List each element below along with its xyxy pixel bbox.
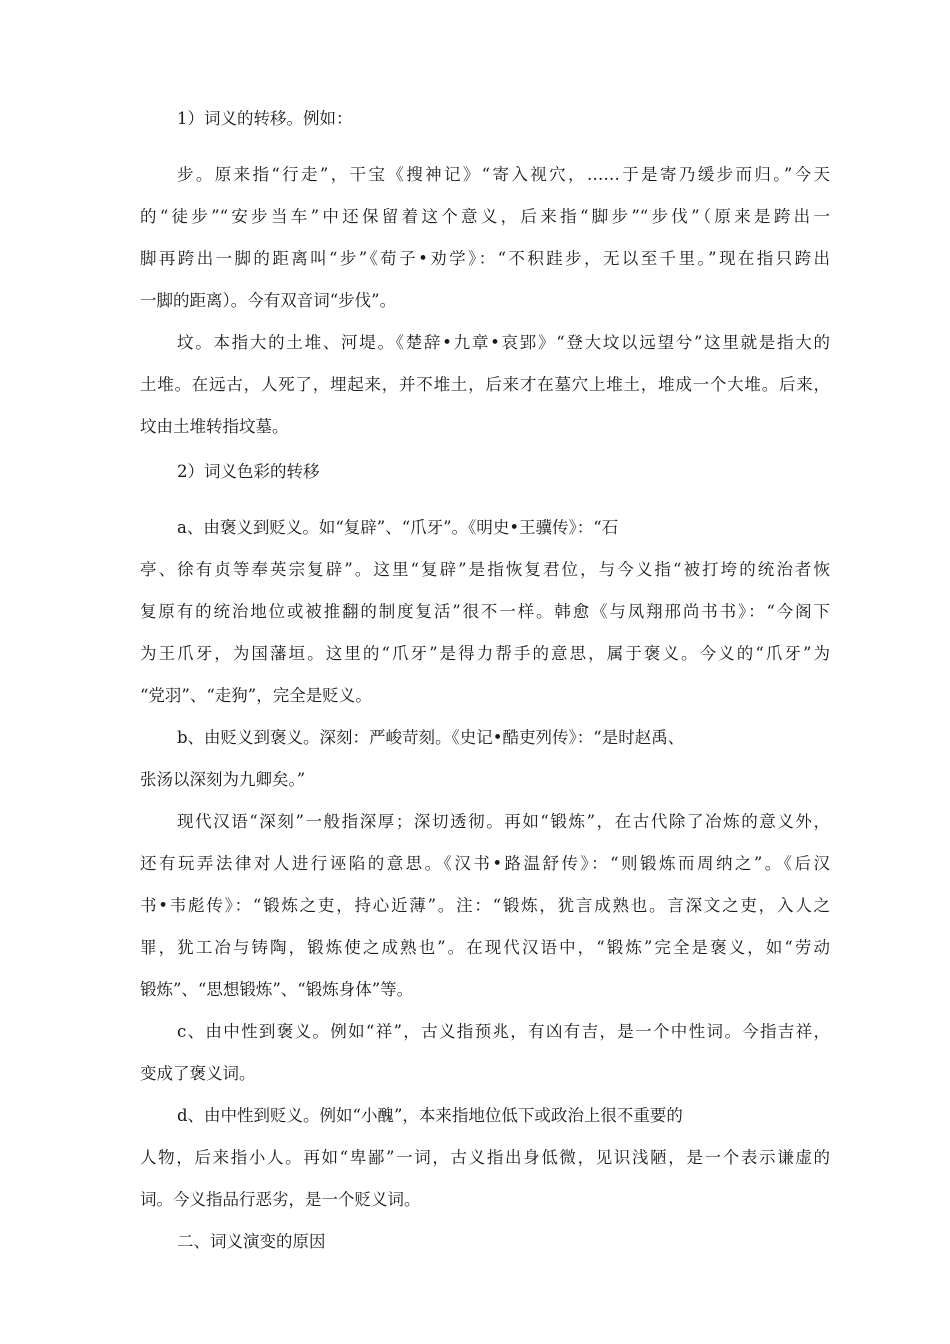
paragraph-line: 坟由土堆转指坟墓。 [140,417,289,436]
paragraph-line: 变成了褒义词。 [140,1064,256,1083]
section-heading-word-meaning-shift: 1）词义的转移。例如： [177,109,353,128]
paragraph-line: 亭、徐有贞等奉英宗复辟”。这里“复辟”是指恢复君位，与今义指“被打垮的统治者恢 [140,560,830,579]
paragraph-line: 为王爪牙，为国藩垣。这里的“爪牙”是得力帮手的意思，属于褒义。今义的“爪牙”为 [140,644,830,663]
paragraph-line: 张汤以深刻为九卿矣。” [140,770,306,789]
paragraph-line: 复原有的统治地位或被推翻的制度复活”很不一样。韩愈《与凤翔邢尚书书》：“今阁下 [140,602,830,621]
paragraph-line: 脚再跨出一脚的距离叫“步”《荀子•劝学》：“不积跬步，无以至千里。”现在指只跨出 [140,249,830,268]
paragraph-line: “党羽”、“走狗”，完全是贬义。 [140,686,372,705]
paragraph-line: 步。原来指“行走”，干宝《搜神记》“寄入视穴，……于是寄乃缓步而归。”今天 [177,165,830,184]
paragraph-line: 锻炼”、“思想锻炼”、“锻炼身体”等。 [140,980,414,999]
section-heading-color-shift: 2）词义色彩的转移 [177,462,320,481]
paragraph-line: 罪，犹工冶与铸陶，锻炼使之成熟也”。在现代汉语中，“锻炼”完全是褒义，如“劳动 [140,938,830,957]
paragraph-line: a、由褒义到贬义。如“复辟”、“爪牙”。《明史•王骥传》：“石 [177,518,619,537]
paragraph-line: 书•韦彪传》：“锻炼之吏，持心近薄”。注：“锻炼，犹言成熟也。言深文之吏，入人之 [140,896,830,915]
paragraph-line: d、由中性到贬义。例如“小醜”，本来指地位低下或政治上很不重要的 [177,1106,683,1125]
paragraph-line: b、由贬义到褒义。深刻：严峻苛刻。《史记•酷吏列传》：“是时赵禹、 [177,728,685,747]
paragraph-line: 还有玩弄法律对人进行诬陷的意思。《汉书•路温舒传》：“则锻炼而周纳之”。《后汉 [140,854,830,873]
paragraph-line: 现代汉语“深刻”一般指深厚；深切透彻。再如“锻炼”，在古代除了冶炼的意义外， [177,812,830,831]
paragraph-line: 一脚的距离）。今有双音词“步伐”。 [140,291,397,310]
paragraph-line: 人物，后来指小人。再如“卑鄙”一词，古义指出身低微，见识浅陋，是一个表示谦虚的 [140,1148,830,1167]
section-heading-causes: 二、词义演变的原因 [177,1232,326,1251]
paragraph-line: 土堆。在远古，人死了，埋起来，并不堆土，后来才在墓穴上堆土，堆成一个大堆。后来， [140,375,830,394]
paragraph-line: 的“徒步”“安步当车”中还保留着这个意义，后来指“脚步”“步伐”（原来是跨出一 [140,207,830,226]
paragraph-line: c、由中性到褒义。例如“祥”，古义指预兆，有凶有吉，是一个中性词。今指吉祥， [177,1022,830,1041]
paragraph-line: 坟。本指大的土堆、河堤。《楚辞•九章•哀郢》“登大坟以远望兮”这里就是指大的 [177,333,830,352]
paragraph-line: 词。今义指品行恶劣，是一个贬义词。 [140,1190,421,1209]
